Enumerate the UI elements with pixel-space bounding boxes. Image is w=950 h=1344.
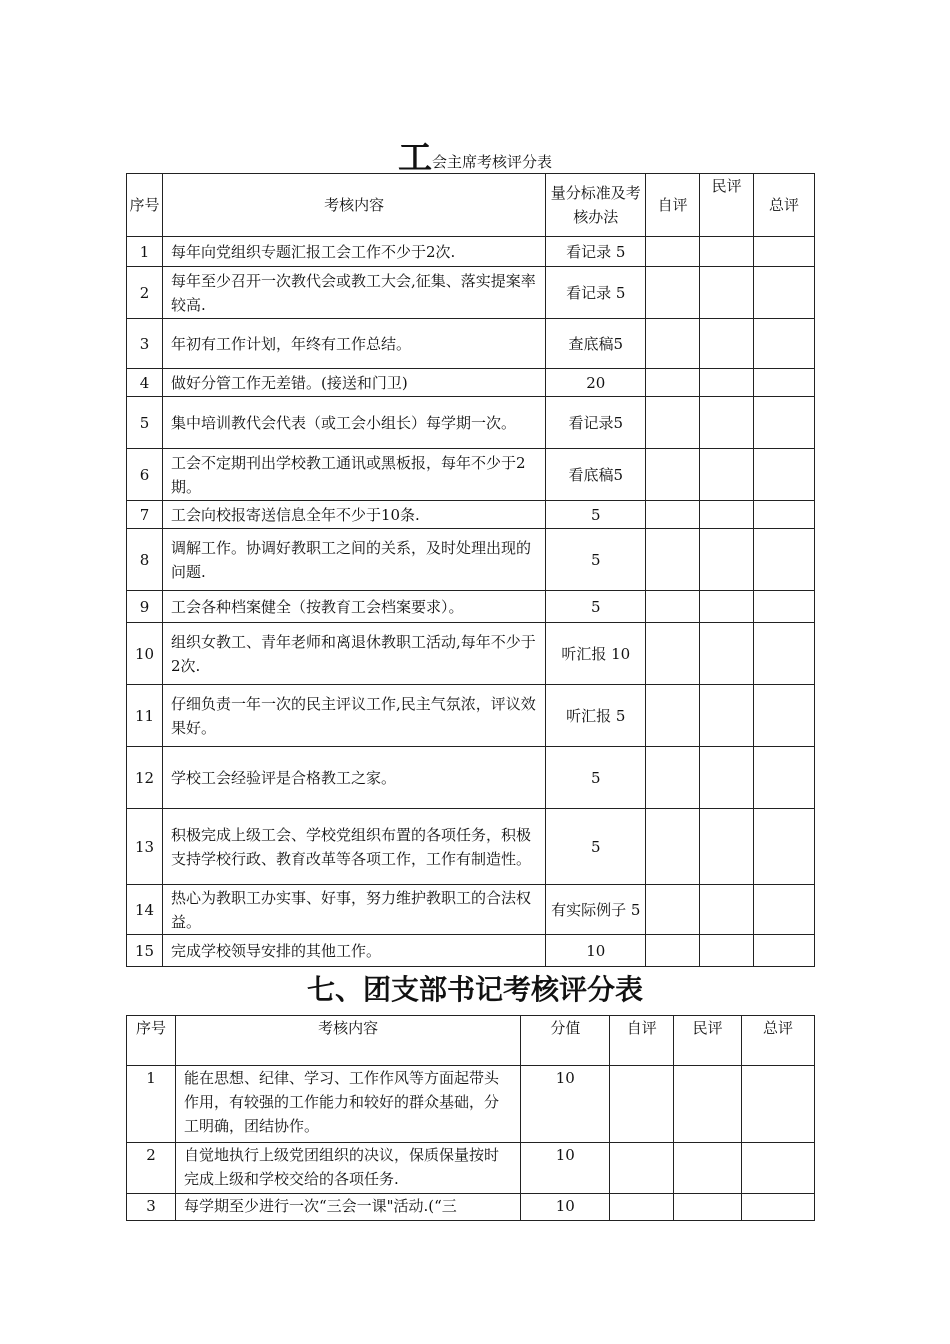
- header-no: 序号: [127, 174, 163, 237]
- table-row: [127, 685, 815, 747]
- row-peer-score: [700, 397, 754, 449]
- row-total-score: [754, 685, 815, 747]
- union-chair-score-table: [126, 173, 815, 967]
- row-number: 2: [127, 267, 163, 319]
- row-peer-score: [700, 237, 754, 267]
- row-score: 10: [521, 1066, 610, 1143]
- league-secretary-score-table: [126, 1015, 815, 1221]
- row-standard: 看底稿5: [546, 449, 646, 501]
- row-peer-score: [700, 591, 754, 623]
- row-total-score: [742, 1066, 815, 1143]
- table-row: [127, 397, 815, 449]
- row-self-score: [646, 267, 700, 319]
- row-self-score: [646, 237, 700, 267]
- row-standard: 看记录 5: [546, 267, 646, 319]
- row-number: 10: [127, 623, 163, 685]
- row-total-score: [754, 809, 815, 885]
- row-standard: 5: [546, 809, 646, 885]
- row-content: 工会各种档案健全（按教育工会档案要求）。: [162, 591, 545, 623]
- row-standard: 5: [546, 591, 646, 623]
- title1-big-char: 工: [397, 138, 432, 178]
- table-row: [127, 809, 815, 885]
- row-self-score: [646, 809, 700, 885]
- row-total-score: [754, 449, 815, 501]
- table-row: [127, 1143, 815, 1194]
- row-total-score: [754, 237, 815, 267]
- row-total-score: [754, 267, 815, 319]
- row-content: 每年向党组织专题汇报工会工作不少于2次.: [162, 237, 545, 267]
- row-number: 2: [127, 1143, 176, 1194]
- row-number: 1: [127, 1066, 176, 1143]
- row-self-score: [610, 1143, 674, 1194]
- table-row: [127, 449, 815, 501]
- row-content: 仔细负责一年一次的民主评议工作,民主气氛浓，评议效果好。: [162, 685, 545, 747]
- table-row: [127, 591, 815, 623]
- row-peer-score: [700, 501, 754, 529]
- header-peer: 民评: [674, 1016, 742, 1066]
- table-row: [127, 501, 815, 529]
- row-number: 3: [127, 319, 163, 369]
- row-standard: 听汇报 5: [546, 685, 646, 747]
- table1-header-row: [127, 174, 815, 237]
- row-number: 14: [127, 885, 163, 935]
- row-content: 组织女教工、青年老师和离退休教职工活动,每年不少于2次.: [162, 623, 545, 685]
- row-number: 6: [127, 449, 163, 501]
- header-total: 总评: [742, 1016, 815, 1066]
- table-row: [127, 885, 815, 935]
- header-score: 分值: [521, 1016, 610, 1066]
- row-content: 积极完成上级工会、学校党组织布置的各项任务，积极支持学校行政、教育改革等各项工作，工作有制造性。: [162, 809, 545, 885]
- row-peer-score: [674, 1143, 742, 1194]
- row-total-score: [754, 369, 815, 397]
- row-content: 工会不定期刊出学校教工通讯或黑板报，每年不少于2期。: [162, 449, 545, 501]
- row-total-score: [754, 935, 815, 967]
- row-total-score: [742, 1143, 815, 1194]
- row-self-score: [646, 935, 700, 967]
- row-standard: 5: [546, 529, 646, 591]
- row-score: 10: [521, 1143, 610, 1194]
- row-self-score: [646, 319, 700, 369]
- table2-header-row: [127, 1016, 815, 1066]
- row-content: 自觉地执行上级党团组织的决议，保质保量按时完成上级和学校交给的各项任务.: [175, 1143, 520, 1194]
- row-content: 热心为教职工办实事、好事，努力维护教职工的合法权益。: [162, 885, 545, 935]
- row-peer-score: [700, 685, 754, 747]
- row-peer-score: [700, 369, 754, 397]
- row-number: 9: [127, 591, 163, 623]
- header-total: 总评: [754, 174, 815, 237]
- row-peer-score: [674, 1066, 742, 1143]
- header-content: 考核内容: [175, 1016, 520, 1066]
- row-number: 12: [127, 747, 163, 809]
- row-standard: 查底稿5: [546, 319, 646, 369]
- row-standard: 看记录 5: [546, 237, 646, 267]
- row-peer-score: [700, 529, 754, 591]
- row-self-score: [646, 747, 700, 809]
- row-number: 5: [127, 397, 163, 449]
- table-row: [127, 935, 815, 967]
- row-peer-score: [674, 1194, 742, 1221]
- table-row: [127, 267, 815, 319]
- row-content: 能在思想、纪律、学习、工作作风等方面起带头作用，有较强的工作能力和较好的群众基础，分工明确，团结协作。: [175, 1066, 520, 1143]
- row-content: 集中培训教代会代表（或工会小组长）每学期一次。: [162, 397, 545, 449]
- row-peer-score: [700, 885, 754, 935]
- row-self-score: [610, 1194, 674, 1221]
- row-number: 4: [127, 369, 163, 397]
- header-peer: 民评: [700, 174, 754, 237]
- row-content: 工会向校报寄送信息全年不少于10条.: [162, 501, 545, 529]
- row-self-score: [646, 397, 700, 449]
- row-total-score: [754, 885, 815, 935]
- row-standard: 5: [546, 747, 646, 809]
- row-standard: 10: [546, 935, 646, 967]
- row-total-score: [754, 319, 815, 369]
- row-standard: 有实际例子 5: [546, 885, 646, 935]
- row-standard: 5: [546, 501, 646, 529]
- row-number: 15: [127, 935, 163, 967]
- row-total-score: [754, 591, 815, 623]
- row-total-score: [754, 397, 815, 449]
- row-score: 10: [521, 1194, 610, 1221]
- row-total-score: [754, 529, 815, 591]
- row-self-score: [646, 591, 700, 623]
- title1-rest: 会主席考核评分表: [431, 153, 552, 171]
- row-content: 每学期至少进行一次“三会一课"活动.(“三: [175, 1194, 520, 1221]
- row-peer-score: [700, 267, 754, 319]
- table2-title: 七、团支部书记考核评分表: [306, 973, 643, 1006]
- row-self-score: [610, 1066, 674, 1143]
- row-self-score: [646, 529, 700, 591]
- row-standard: 看记录5: [546, 397, 646, 449]
- row-standard: 20: [546, 369, 646, 397]
- row-peer-score: [700, 623, 754, 685]
- table-row: [127, 747, 815, 809]
- header-self: 自评: [610, 1016, 674, 1066]
- table-row: [127, 369, 815, 397]
- table-row: [127, 1066, 815, 1143]
- row-self-score: [646, 369, 700, 397]
- row-content: 调解工作。协调好教职工之间的关系，及时处理出现的问题.: [162, 529, 545, 591]
- table-row: [127, 623, 815, 685]
- table-row: [127, 1194, 815, 1221]
- row-self-score: [646, 501, 700, 529]
- row-peer-score: [700, 449, 754, 501]
- table-row: [127, 319, 815, 369]
- row-content: 学校工会经验评是合格教工之家。: [162, 747, 545, 809]
- row-total-score: [754, 623, 815, 685]
- row-standard: 听汇报 10: [546, 623, 646, 685]
- header-self: 自评: [646, 174, 700, 237]
- row-number: 8: [127, 529, 163, 591]
- row-self-score: [646, 449, 700, 501]
- row-number: 1: [127, 237, 163, 267]
- row-self-score: [646, 685, 700, 747]
- row-number: 11: [127, 685, 163, 747]
- row-content: 年初有工作计划，年终有工作总结。: [162, 319, 545, 369]
- row-self-score: [646, 885, 700, 935]
- row-peer-score: [700, 935, 754, 967]
- row-peer-score: [700, 319, 754, 369]
- row-peer-score: [700, 747, 754, 809]
- row-number: 3: [127, 1194, 176, 1221]
- row-self-score: [646, 623, 700, 685]
- header-standard: 量分标准及考核办法: [546, 174, 646, 237]
- row-content: 做好分管工作无差错。(接送和门卫): [162, 369, 545, 397]
- row-content: 完成学校领导安排的其他工作。: [162, 935, 545, 967]
- row-content: 每年至少召开一次教代会或教工大会,征集、落实提案率较高.: [162, 267, 545, 319]
- table-row: [127, 237, 815, 267]
- row-number: 13: [127, 809, 163, 885]
- row-peer-score: [700, 809, 754, 885]
- row-total-score: [754, 501, 815, 529]
- header-content: 考核内容: [162, 174, 545, 237]
- header-no: 序号: [127, 1016, 176, 1066]
- row-total-score: [742, 1194, 815, 1221]
- row-total-score: [754, 747, 815, 809]
- row-number: 7: [127, 501, 163, 529]
- table1-title: [0, 130, 950, 179]
- table-row: [127, 529, 815, 591]
